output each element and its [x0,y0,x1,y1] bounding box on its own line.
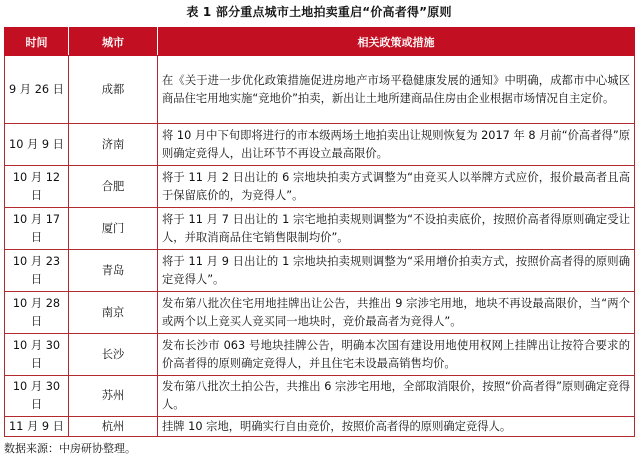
cell-city: 苏州 [69,376,158,417]
cell-city: 合肥 [69,166,158,208]
cell-time: 10 月 23 日 [5,250,69,292]
cell-time: 10 月 30 日 [5,376,69,417]
table-row [5,124,635,166]
cell-policy: 在《关于进一步优化政策措施促进房地产市场平稳健康发展的通知》中明确，成都市中心城区商品住宅用地实施“竞地价”拍卖，新出让土地所建商品住房由企业根据市场情况自主定价。 [158,56,635,124]
policy-table [4,27,635,437]
header-policy: 相关政策或措施 [158,28,635,56]
table-caption: 表 1 部分重点城市土地拍卖重启“价高者得”原则 [186,5,452,19]
cell-time: 9 月 26 日 [5,56,69,124]
cell-time: 10 月 30 日 [5,334,69,376]
table-row [5,250,635,292]
cell-policy: 挂牌 10 宗地，明确实行自由竞价，按照价高者得的原则确定竞得人。 [158,417,635,437]
header-city: 城市 [69,28,158,56]
cell-time: 10 月 17 日 [5,208,69,250]
table-header-row [5,28,635,56]
cell-policy: 发布第八批次土拍公告，共推出 6 宗涉宅用地，全部取消限价，按照“价高者得”原则确定竞得人。 [158,376,635,417]
cell-policy: 将 10 月中下旬即将进行的市本级两场土地拍卖出让规则恢复为 2017 年 8 月前“价高者得”原则确定竞得人，出让环节不再设立最高限价。 [158,124,635,166]
cell-city: 成都 [69,56,158,124]
cell-city: 杭州 [69,417,158,437]
table-row [5,376,635,417]
table-row [5,208,635,250]
cell-city: 长沙 [69,334,158,376]
table-row [5,417,635,437]
table-row [5,334,635,376]
cell-time: 10 月 28 日 [5,292,69,334]
cell-policy: 发布第八批次住宅用地挂牌出让公告，共推出 9 宗涉宅用地，地块不再设最高限价，当“两个或两个以上竞买人竞买同一地块时，竞价最高者为竞得人”。 [158,292,635,334]
cell-time: 10 月 12 日 [5,166,69,208]
cell-city: 济南 [69,124,158,166]
cell-policy: 将于 11 月 2 日出让的 6 宗地块拍卖方式调整为“由竞买人以举牌方式应价，报价最高者且高于保留底价的，为竞得人”。 [158,166,635,208]
table-row [5,292,635,334]
table-row [5,166,635,208]
cell-city: 厦门 [69,208,158,250]
table-row [5,56,635,124]
cell-policy: 将于 11 月 7 日出让的 1 宗宅地拍卖规则调整为“不设拍卖底价，按照价高者得原则确定受让人，并取消商品住宅销售限制均价”。 [158,208,635,250]
cell-time: 10 月 9 日 [5,124,69,166]
header-time: 时间 [5,28,69,56]
cell-city: 南京 [69,292,158,334]
cell-time: 11 月 9 日 [5,417,69,437]
cell-policy: 发布长沙市 063 号地块挂牌公告，明确本次国有建设用地使用权网上挂牌出让按符合要求的价高者得的原则确定竞得人，并且住宅未设最高销售均价。 [158,334,635,376]
data-source-note: 数据来源：中房研协整理。 [4,442,136,455]
cell-city: 青岛 [69,250,158,292]
cell-policy: 将于 11 月 9 日出让的 1 宗地块拍卖规则调整为“采用增价拍卖方式，按照价高者得的原则确定竞得人”。 [158,250,635,292]
